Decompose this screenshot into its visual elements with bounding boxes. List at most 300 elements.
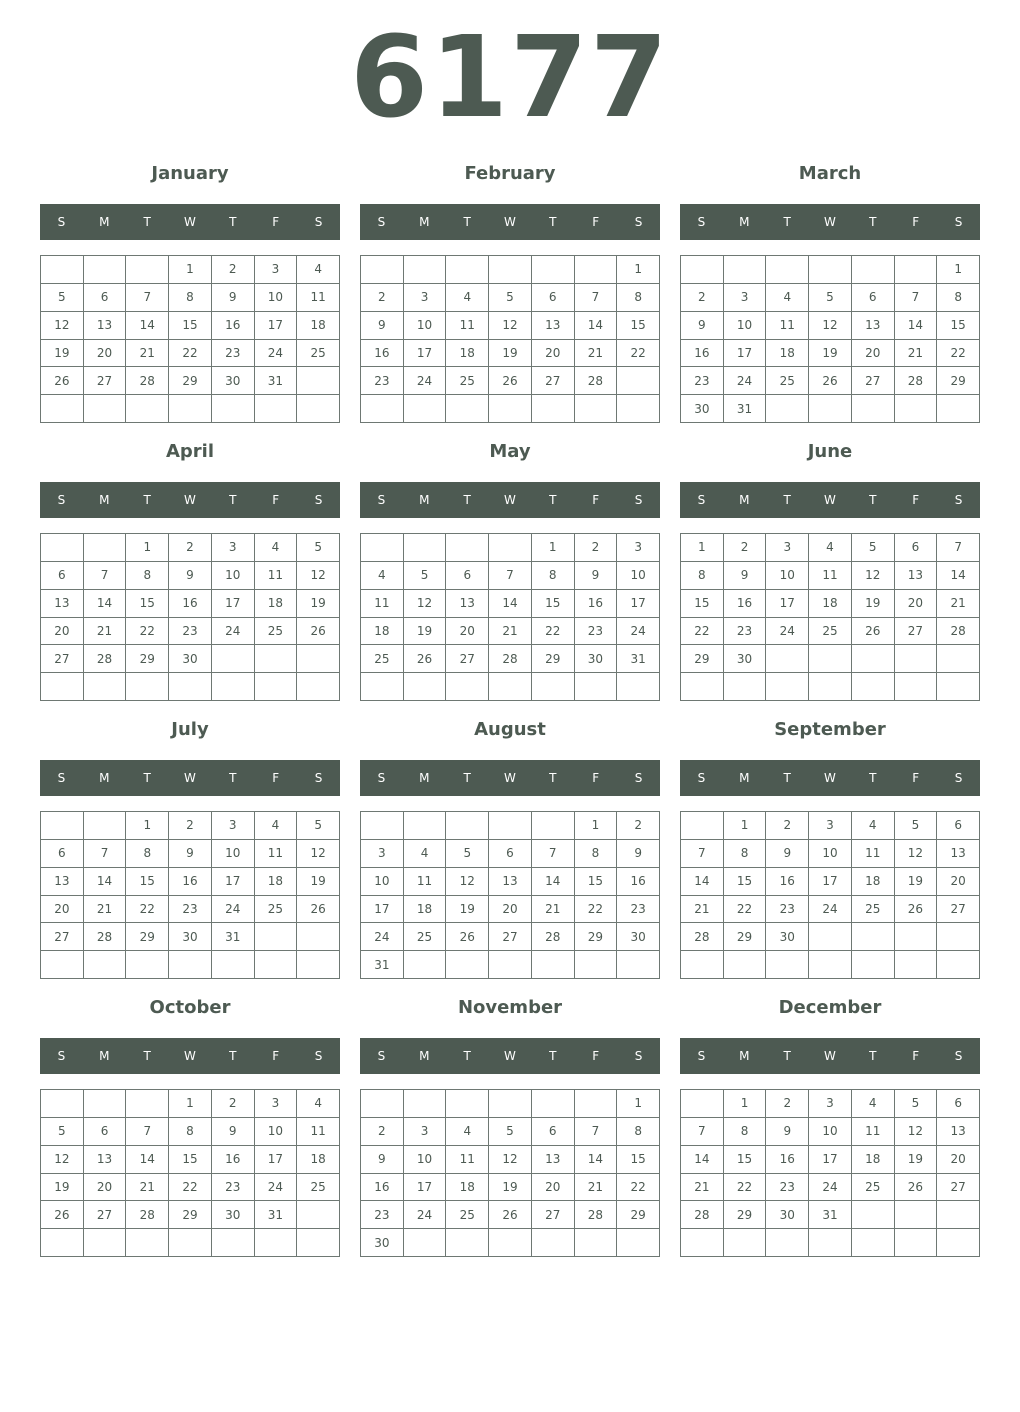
empty-day-cell [255, 395, 298, 423]
day-cell: 26 [852, 618, 895, 646]
empty-day-cell [84, 673, 127, 701]
weekday-label: W [504, 1049, 516, 1063]
day-cell: 30 [575, 645, 618, 673]
day-cell: 26 [404, 645, 447, 673]
month-title: May [489, 441, 531, 462]
empty-day-cell [84, 395, 127, 423]
day-cell: 22 [169, 1174, 212, 1202]
day-cell: 3 [212, 534, 255, 562]
day-cell: 3 [361, 840, 404, 868]
day-cell: 26 [446, 923, 489, 951]
day-cell: 29 [724, 1201, 767, 1229]
empty-day-cell [489, 395, 532, 423]
day-cell: 14 [575, 312, 618, 340]
weekday-label: S [954, 1049, 963, 1063]
day-cell: 20 [937, 1146, 980, 1174]
day-cell: 25 [297, 340, 340, 368]
empty-day-cell [724, 673, 767, 701]
day-cell: 13 [489, 868, 532, 896]
day-cell: 16 [681, 340, 724, 368]
day-cell: 11 [766, 312, 809, 340]
day-cell: 7 [681, 840, 724, 868]
day-cell: 23 [617, 896, 660, 924]
day-cell: 7 [84, 840, 127, 868]
day-cell: 24 [255, 340, 298, 368]
day-cell: 30 [361, 1229, 404, 1257]
weekday-label: F [272, 1049, 280, 1063]
day-cell: 28 [681, 1201, 724, 1229]
empty-day-cell [809, 951, 852, 979]
day-cell: 18 [446, 340, 489, 368]
empty-day-cell [404, 812, 447, 840]
weekday-label: S [697, 493, 706, 507]
empty-day-cell [532, 256, 575, 284]
day-cell: 19 [852, 590, 895, 618]
day-cell: 18 [361, 618, 404, 646]
day-cell: 23 [575, 618, 618, 646]
day-cell: 11 [809, 562, 852, 590]
weekday-label: T [549, 1049, 557, 1063]
weekday-label: M [739, 1049, 750, 1063]
day-cell: 1 [937, 256, 980, 284]
weekday-label: T [783, 1049, 791, 1063]
empty-day-cell [895, 645, 938, 673]
day-cell: 9 [617, 840, 660, 868]
month-title: March [798, 163, 862, 184]
empty-day-cell [852, 1229, 895, 1257]
weekday-label: W [504, 215, 516, 229]
day-cell: 4 [766, 284, 809, 312]
day-cell: 10 [809, 1118, 852, 1146]
day-cell: 8 [575, 840, 618, 868]
day-cell: 22 [532, 618, 575, 646]
day-cell: 25 [852, 896, 895, 924]
weekday-header [40, 204, 340, 240]
weekday-label: S [634, 771, 643, 785]
day-cell: 2 [766, 1090, 809, 1118]
weekday-label: W [184, 771, 196, 785]
day-cell: 5 [297, 534, 340, 562]
day-cell: 27 [532, 367, 575, 395]
day-cell: 30 [212, 367, 255, 395]
day-cell: 11 [255, 840, 298, 868]
weekday-label: M [99, 771, 110, 785]
empty-day-cell [169, 673, 212, 701]
day-cell: 24 [724, 367, 767, 395]
day-cell: 22 [724, 1174, 767, 1202]
weekday-label: F [912, 1049, 920, 1063]
day-cell: 8 [532, 562, 575, 590]
day-cell: 13 [937, 840, 980, 868]
empty-day-cell [681, 1229, 724, 1257]
day-cell: 29 [724, 923, 767, 951]
weekday-label: S [697, 771, 706, 785]
empty-day-cell [446, 256, 489, 284]
empty-day-cell [404, 534, 447, 562]
day-cell: 26 [809, 367, 852, 395]
empty-day-cell [766, 645, 809, 673]
day-cell: 2 [766, 812, 809, 840]
day-cell: 8 [724, 840, 767, 868]
day-cell: 20 [937, 868, 980, 896]
empty-day-cell [126, 1229, 169, 1257]
day-cell: 22 [126, 896, 169, 924]
day-cell: 18 [297, 1146, 340, 1174]
day-cell: 29 [617, 1201, 660, 1229]
day-cell: 15 [126, 590, 169, 618]
empty-day-cell [895, 673, 938, 701]
day-cell: 23 [361, 367, 404, 395]
day-cell: 3 [404, 284, 447, 312]
empty-day-cell [895, 395, 938, 423]
day-cell: 13 [895, 562, 938, 590]
day-cell: 20 [446, 618, 489, 646]
day-cell: 31 [724, 395, 767, 423]
empty-day-cell [489, 951, 532, 979]
day-cell: 10 [809, 840, 852, 868]
day-cell: 24 [212, 896, 255, 924]
day-cell: 12 [404, 590, 447, 618]
day-cell: 28 [895, 367, 938, 395]
weekday-label: M [419, 215, 430, 229]
day-cell: 7 [937, 534, 980, 562]
day-cell: 19 [41, 340, 84, 368]
day-cell: 30 [681, 395, 724, 423]
day-cell: 26 [895, 896, 938, 924]
day-cell: 12 [895, 840, 938, 868]
weekday-header [360, 1038, 660, 1074]
day-cell: 25 [446, 1201, 489, 1229]
day-cell: 15 [169, 1146, 212, 1174]
day-cell: 9 [575, 562, 618, 590]
month-february [360, 160, 660, 430]
weekday-label: S [314, 771, 323, 785]
day-cell: 3 [724, 284, 767, 312]
weekday-label: T [869, 771, 877, 785]
day-cell: 26 [41, 367, 84, 395]
day-cell: 25 [361, 645, 404, 673]
day-cell: 8 [937, 284, 980, 312]
day-cell: 19 [446, 896, 489, 924]
day-cell: 1 [126, 534, 169, 562]
day-cell: 3 [255, 256, 298, 284]
days-grid [40, 255, 340, 423]
day-cell: 14 [575, 1146, 618, 1174]
day-cell: 5 [297, 812, 340, 840]
day-cell: 10 [255, 1118, 298, 1146]
day-cell: 16 [169, 868, 212, 896]
weekday-label: S [377, 771, 386, 785]
day-cell: 4 [809, 534, 852, 562]
weekday-label: F [592, 1049, 600, 1063]
day-cell: 11 [361, 590, 404, 618]
weekday-label: F [272, 771, 280, 785]
day-cell: 11 [297, 284, 340, 312]
day-cell: 22 [681, 618, 724, 646]
empty-day-cell [404, 1090, 447, 1118]
weekday-label: S [954, 215, 963, 229]
day-cell: 29 [937, 367, 980, 395]
weekday-label: S [697, 1049, 706, 1063]
day-cell: 20 [895, 590, 938, 618]
day-cell: 29 [169, 1201, 212, 1229]
day-cell: 27 [532, 1201, 575, 1229]
days-grid [360, 811, 660, 979]
empty-day-cell [895, 951, 938, 979]
day-cell: 10 [212, 562, 255, 590]
empty-day-cell [575, 1229, 618, 1257]
day-cell: 22 [617, 1174, 660, 1202]
empty-day-cell [852, 1201, 895, 1229]
weekday-label: S [377, 1049, 386, 1063]
day-cell: 2 [575, 534, 618, 562]
empty-day-cell [617, 395, 660, 423]
day-cell: 21 [489, 618, 532, 646]
day-cell: 20 [532, 1174, 575, 1202]
empty-day-cell [617, 673, 660, 701]
weekday-label: W [824, 215, 836, 229]
day-cell: 14 [126, 312, 169, 340]
day-cell: 13 [937, 1118, 980, 1146]
day-cell: 31 [212, 923, 255, 951]
day-cell: 4 [297, 1090, 340, 1118]
day-cell: 15 [617, 1146, 660, 1174]
empty-day-cell [489, 534, 532, 562]
day-cell: 2 [681, 284, 724, 312]
weekday-header [680, 1038, 980, 1074]
month-july [40, 716, 340, 986]
weekday-label: T [869, 1049, 877, 1063]
weekday-label: S [57, 1049, 66, 1063]
weekday-label: S [57, 215, 66, 229]
day-cell: 16 [724, 590, 767, 618]
day-cell: 16 [212, 312, 255, 340]
day-cell: 19 [41, 1174, 84, 1202]
weekday-label: W [824, 493, 836, 507]
day-cell: 2 [724, 534, 767, 562]
weekday-label: M [739, 215, 750, 229]
day-cell: 21 [575, 1174, 618, 1202]
day-cell: 9 [766, 840, 809, 868]
day-cell: 23 [212, 1174, 255, 1202]
day-cell: 22 [937, 340, 980, 368]
day-cell: 31 [617, 645, 660, 673]
day-cell: 16 [212, 1146, 255, 1174]
day-cell: 17 [255, 312, 298, 340]
day-cell: 24 [766, 618, 809, 646]
month-title: July [171, 719, 209, 740]
day-cell: 2 [617, 812, 660, 840]
empty-day-cell [212, 395, 255, 423]
empty-day-cell [255, 1229, 298, 1257]
day-cell: 23 [681, 367, 724, 395]
empty-day-cell [446, 951, 489, 979]
day-cell: 11 [255, 562, 298, 590]
weekday-label: M [99, 493, 110, 507]
empty-day-cell [169, 951, 212, 979]
day-cell: 14 [489, 590, 532, 618]
day-cell: 30 [766, 923, 809, 951]
weekday-label: F [592, 771, 600, 785]
day-cell: 24 [809, 1174, 852, 1202]
empty-day-cell [532, 812, 575, 840]
day-cell: 15 [575, 868, 618, 896]
day-cell: 25 [766, 367, 809, 395]
day-cell: 13 [532, 312, 575, 340]
empty-day-cell [126, 256, 169, 284]
day-cell: 21 [84, 896, 127, 924]
day-cell: 9 [169, 840, 212, 868]
empty-day-cell [852, 256, 895, 284]
day-cell: 1 [724, 812, 767, 840]
empty-day-cell [852, 673, 895, 701]
day-cell: 12 [297, 562, 340, 590]
day-cell: 5 [895, 812, 938, 840]
empty-day-cell [809, 645, 852, 673]
day-cell: 23 [766, 1174, 809, 1202]
day-cell: 11 [446, 312, 489, 340]
day-cell: 9 [169, 562, 212, 590]
day-cell: 23 [212, 340, 255, 368]
day-cell: 4 [446, 284, 489, 312]
empty-day-cell [297, 951, 340, 979]
day-cell: 26 [41, 1201, 84, 1229]
day-cell: 21 [681, 896, 724, 924]
weekday-header [680, 482, 980, 518]
day-cell: 27 [84, 1201, 127, 1229]
empty-day-cell [937, 1229, 980, 1257]
day-cell: 22 [575, 896, 618, 924]
day-cell: 1 [169, 1090, 212, 1118]
day-cell: 5 [809, 284, 852, 312]
day-cell: 8 [169, 284, 212, 312]
weekday-label: F [272, 493, 280, 507]
day-cell: 14 [937, 562, 980, 590]
weekday-label: T [783, 215, 791, 229]
empty-day-cell [809, 1229, 852, 1257]
day-cell: 10 [617, 562, 660, 590]
day-cell: 16 [575, 590, 618, 618]
empty-day-cell [41, 812, 84, 840]
day-cell: 6 [532, 284, 575, 312]
day-cell: 19 [404, 618, 447, 646]
day-cell: 28 [937, 618, 980, 646]
day-cell: 17 [724, 340, 767, 368]
day-cell: 2 [361, 1118, 404, 1146]
weekday-label: M [419, 493, 430, 507]
month-december [680, 994, 980, 1264]
day-cell: 6 [41, 562, 84, 590]
day-cell: 25 [255, 618, 298, 646]
day-cell: 30 [169, 923, 212, 951]
day-cell: 12 [41, 1146, 84, 1174]
day-cell: 12 [297, 840, 340, 868]
day-cell: 1 [169, 256, 212, 284]
day-cell: 26 [489, 367, 532, 395]
weekday-label: S [954, 771, 963, 785]
weekday-label: S [377, 493, 386, 507]
empty-day-cell [446, 395, 489, 423]
day-cell: 4 [361, 562, 404, 590]
day-cell: 4 [852, 812, 895, 840]
day-cell: 1 [681, 534, 724, 562]
day-cell: 11 [852, 840, 895, 868]
day-cell: 3 [404, 1118, 447, 1146]
month-november [360, 994, 660, 1264]
empty-day-cell [489, 256, 532, 284]
empty-day-cell [361, 256, 404, 284]
empty-day-cell [126, 1090, 169, 1118]
day-cell: 28 [532, 923, 575, 951]
weekday-label: T [463, 493, 471, 507]
empty-day-cell [41, 951, 84, 979]
days-grid [360, 533, 660, 701]
day-cell: 17 [766, 590, 809, 618]
day-cell: 1 [617, 1090, 660, 1118]
day-cell: 14 [84, 590, 127, 618]
day-cell: 9 [361, 1146, 404, 1174]
empty-day-cell [681, 812, 724, 840]
empty-day-cell [446, 673, 489, 701]
weekday-label: W [184, 1049, 196, 1063]
month-may [360, 438, 660, 708]
year-title: 6177 [350, 13, 670, 143]
day-cell: 8 [126, 840, 169, 868]
weekday-label: S [377, 215, 386, 229]
weekday-label: T [143, 1049, 151, 1063]
day-cell: 12 [489, 1146, 532, 1174]
day-cell: 11 [446, 1146, 489, 1174]
day-cell: 6 [489, 840, 532, 868]
day-cell: 28 [575, 1201, 618, 1229]
empty-day-cell [617, 367, 660, 395]
weekday-label: T [783, 771, 791, 785]
weekday-label: M [419, 1049, 430, 1063]
empty-day-cell [361, 812, 404, 840]
days-grid [40, 811, 340, 979]
empty-day-cell [937, 645, 980, 673]
day-cell: 29 [575, 923, 618, 951]
day-cell: 15 [169, 312, 212, 340]
day-cell: 15 [937, 312, 980, 340]
day-cell: 12 [489, 312, 532, 340]
empty-day-cell [532, 1090, 575, 1118]
day-cell: 24 [404, 1201, 447, 1229]
empty-day-cell [532, 1229, 575, 1257]
day-cell: 27 [895, 618, 938, 646]
empty-day-cell [84, 1229, 127, 1257]
empty-day-cell [361, 534, 404, 562]
empty-day-cell [766, 1229, 809, 1257]
day-cell: 30 [724, 645, 767, 673]
empty-day-cell [937, 1201, 980, 1229]
weekday-label: T [549, 215, 557, 229]
weekday-label: S [57, 493, 66, 507]
weekday-header [680, 204, 980, 240]
day-cell: 20 [84, 340, 127, 368]
weekday-header [360, 204, 660, 240]
day-cell: 7 [532, 840, 575, 868]
day-cell: 26 [297, 896, 340, 924]
weekday-label: F [912, 493, 920, 507]
empty-day-cell [41, 395, 84, 423]
day-cell: 26 [895, 1174, 938, 1202]
day-cell: 17 [617, 590, 660, 618]
empty-day-cell [852, 951, 895, 979]
day-cell: 24 [617, 618, 660, 646]
day-cell: 19 [809, 340, 852, 368]
day-cell: 9 [212, 284, 255, 312]
